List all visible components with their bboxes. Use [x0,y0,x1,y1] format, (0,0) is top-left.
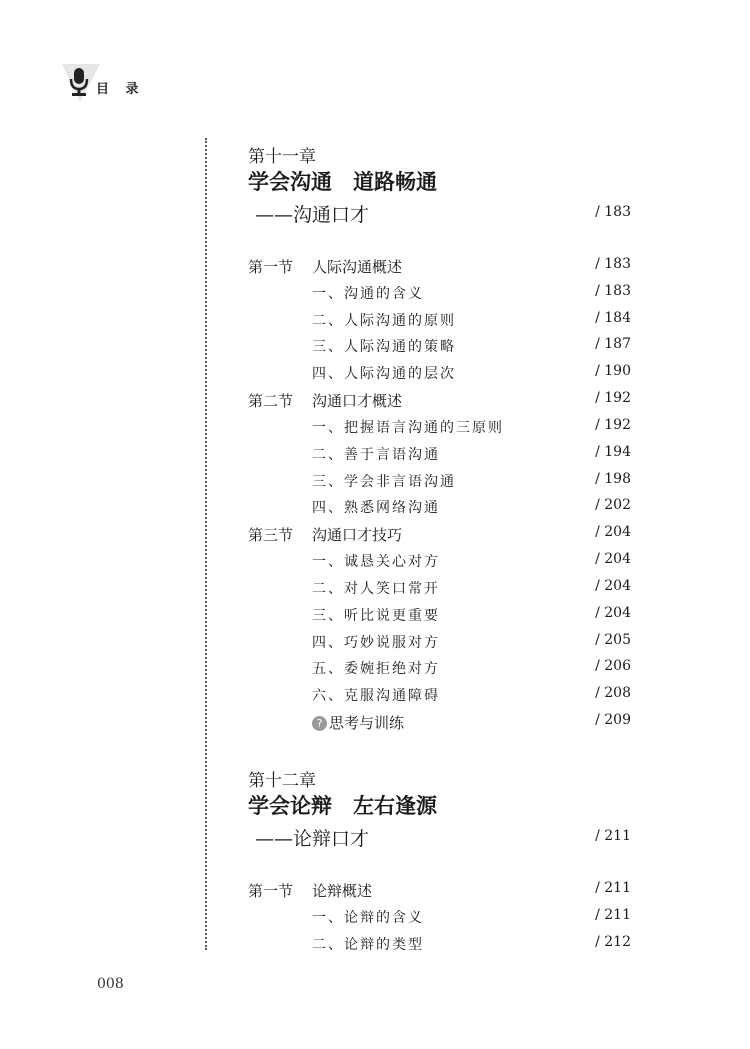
toc-item-text: 五、委婉拒绝对方 [312,661,440,677]
toc-item-text: 六、克服沟通障碍 [312,688,440,704]
toc-item-row[interactable] [0,363,750,389]
toc-item-text: 二、对人笑口常开 [312,581,440,597]
page-ref: / 183 [595,283,631,299]
page-ref: / 187 [595,336,631,352]
page-ref: / 198 [595,471,631,487]
toc-item-text: 三、听比说更重要 [312,608,440,624]
exercise-row[interactable] [0,712,750,738]
section-row[interactable] [0,256,750,282]
page-ref: / 190 [595,363,631,379]
toc-item-text: 二、人际沟通的原则 [312,313,456,329]
toc-item-row[interactable] [0,605,750,631]
toc-item-text: 四、巧妙说服对方 [312,635,440,651]
page-ref: / 184 [595,310,631,326]
question-icon: ? [312,716,327,731]
page-ref: / 202 [595,497,631,513]
toc-item-row[interactable] [0,632,750,658]
page-ref: / 204 [595,578,631,594]
toc-item-text: 一、论辩的含义 [312,910,424,926]
section-label: 第一节 [248,258,294,276]
section-title: 沟通口才技巧 [312,526,403,544]
chapter-title-row [0,166,750,192]
toc-item-row[interactable] [0,658,750,684]
chapter-title-row [0,790,750,816]
section-label: 第二节 [248,392,294,410]
toc-item-row[interactable] [0,310,750,336]
chapter-label-row [0,142,750,168]
toc-item-text: 二、论辩的类型 [312,937,424,953]
chapter-label: 第十二章 [248,771,316,791]
section-label: 第三节 [248,526,294,544]
section-row[interactable] [0,880,750,906]
page-ref: / 212 [595,934,631,950]
chapter-title: 学会沟通 道路畅通 [248,170,437,194]
section-title: 沟通口才概述 [312,392,403,410]
section-title: 论辩概述 [312,882,373,900]
toc-item-text: 一、沟通的含义 [312,286,424,302]
toc-item-row[interactable] [0,934,750,960]
page-ref: / 211 [595,907,631,923]
page-ref: / 194 [595,444,631,460]
toc-item-text: 三、人际沟通的策略 [312,339,456,355]
toc-item-text: 一、把握语言沟通的三原则 [312,420,504,436]
toc-item-text: 二、善于言语沟通 [312,447,440,463]
toc-item-row[interactable] [0,907,750,933]
section-row[interactable] [0,524,750,550]
page-ref: / 205 [595,632,631,648]
section-title: 人际沟通概述 [312,258,403,276]
chapter-subtitle: ——沟通口才 [255,204,370,226]
chapter-label-row [0,766,750,792]
section-label: 第一节 [248,882,294,900]
toc-item-row[interactable] [0,336,750,362]
toc-item-text: 三、学会非言语沟通 [312,474,456,490]
toc-item-row[interactable] [0,444,750,470]
toc-item-text: 四、人际沟通的层次 [312,366,456,382]
toc-item-text: 一、诚恳关心对方 [312,554,440,570]
exercise-text: 思考与训练 [329,714,405,732]
page-ref: / 204 [595,605,631,621]
chapter-subtitle-row[interactable] [0,824,750,850]
toc-item-row[interactable] [0,685,750,711]
toc-item-row[interactable] [0,551,750,577]
page-ref: / 183 [595,256,631,272]
page-ref: / 183 [595,204,631,220]
toc-item-row[interactable] [0,471,750,497]
toc-item-row[interactable] [0,497,750,523]
toc-item-text: 四、熟悉网络沟通 [312,500,440,516]
page-ref: / 204 [595,551,631,567]
chapter-label: 第十一章 [248,147,316,167]
header-title: 目 录 [96,82,145,97]
chapter-subtitle-row[interactable] [0,200,750,226]
chapter-subtitle: ——论辩口才 [255,828,370,850]
page-ref: / 211 [595,880,631,896]
page-ref: / 211 [595,828,631,844]
page-ref: / 208 [595,685,631,701]
page-ref: / 209 [595,712,631,728]
toc-item-row[interactable] [0,417,750,443]
section-row[interactable] [0,390,750,416]
page-ref: / 192 [595,417,631,433]
page-ref: / 192 [595,390,631,406]
toc-item-row[interactable] [0,578,750,604]
page-ref: / 206 [595,658,631,674]
page-ref: / 204 [595,524,631,540]
toc-item-row[interactable] [0,283,750,309]
page-number: 008 [97,976,124,992]
chapter-title: 学会论辩 左右逢源 [248,794,437,818]
